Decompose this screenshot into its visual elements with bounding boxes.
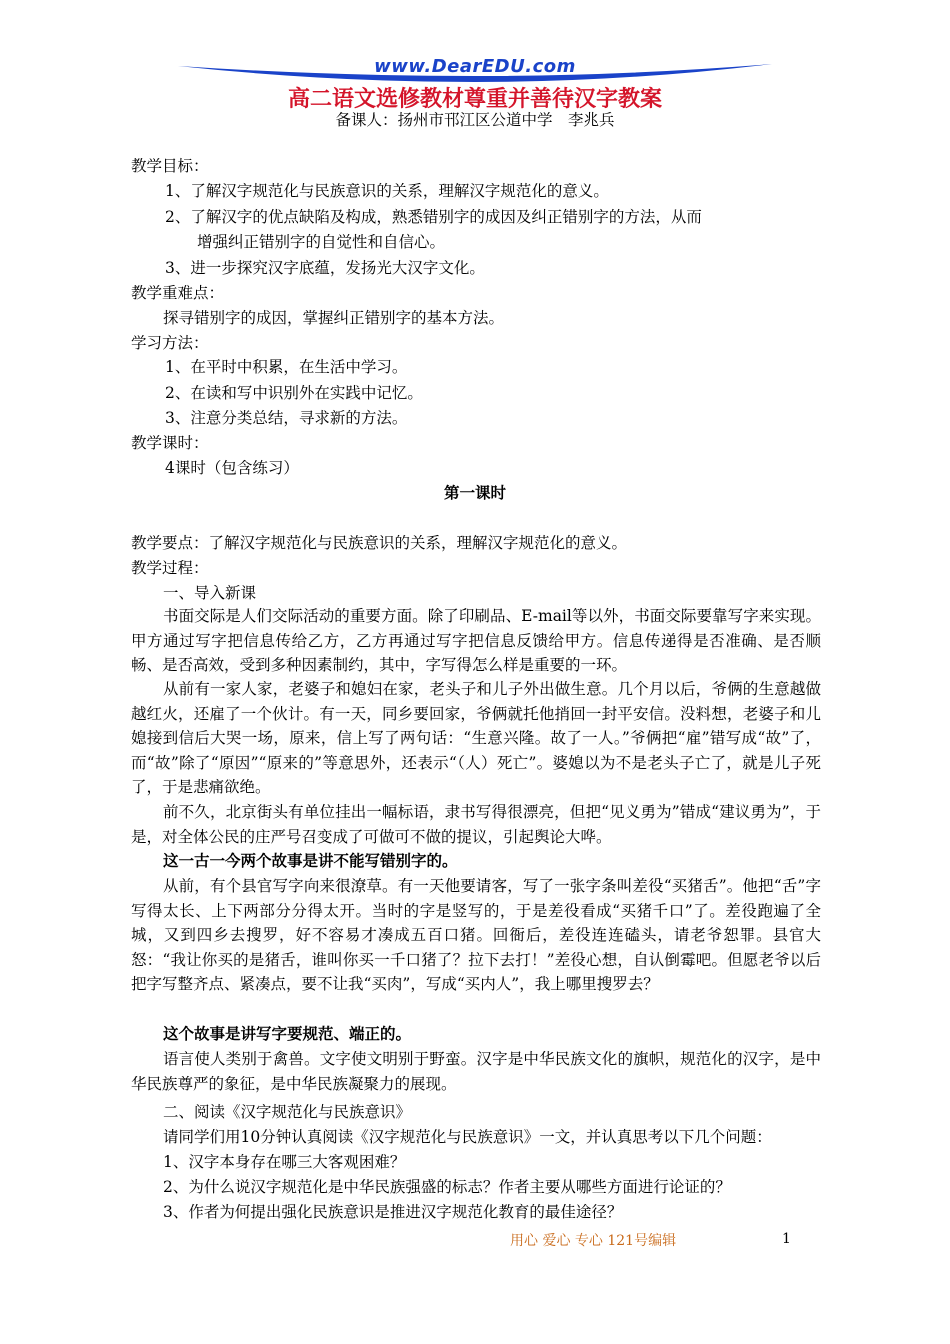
reading-instruction: 请同学们用10分钟认真阅读《汉字规范化与民族意识》一文，并认真思考以下几个问题： — [163, 1128, 772, 1146]
difficulty-heading: 教学重难点： — [131, 284, 225, 302]
difficulty-text: 探寻错别字的成因，掌握纠正错别字的基本方法。 — [163, 309, 505, 327]
hours-text: 4课时（包含练习） — [165, 459, 299, 477]
document-title: 高二语文选修教材尊重并善待汉字教案 — [287, 86, 662, 112]
method-item: 3、注意分类总结，寻求新的方法。 — [165, 409, 408, 427]
question-item: 2、为什么说汉字规范化是中华民族强盛的标志？作者主要从哪些方面进行论证的？ — [163, 1178, 731, 1196]
objective-item: 增强纠正错别字的自觉性和自信心。 — [197, 233, 446, 251]
lesson-heading: 第一课时 — [443, 483, 506, 502]
question-item: 1、汉字本身存在哪三大客观困难？ — [163, 1153, 406, 1171]
footer-slogan: 用心 爱心 专心 121号编辑 — [510, 1233, 677, 1249]
hours-heading: 教学课时： — [131, 434, 209, 452]
process-heading: 教学过程： — [131, 559, 209, 577]
section-heading: 二、阅读《汉字规范化与民族意识》 — [163, 1103, 412, 1121]
document-author: 备课人：扬州市邗江区公道中学 李兆兵 — [335, 111, 615, 129]
paragraph: 书面交际是人们交际活动的重要方面。除了印刷品、E-mail等以外，书面交际要靠写字来实现。甲方通过写字把信息传给乙方，乙方再通过写字把信息反馈给甲方。信息传递得是否准确、是否顺畅、是否高效，受到多种因素制约，其中，字写得怎么样是重要的一环。 — [131, 607, 821, 674]
method-item: 2、在读和写中识别外在实践中记忆。 — [165, 384, 423, 402]
paragraph-emphasis: 这一古一今两个故事是讲不能写错别字的。 — [163, 851, 458, 870]
paragraph: 从前有一家人家，老婆子和媳妇在家，老头子和儿子外出做生意。几个月以后，爷俩的生意越做越红火，还雇了一个伙计。有一天，同乡要回家，爷俩就托他捎回一封平安信。没料想，老婆子和儿媳接到信后大哭一场，原来，信上写了两句话：“生意兴隆。故了一人。”爷俩把“雇”错写成“故”了，而“故”除了“原因”“原来的”等意思外，还表示“（人）死亡”。婆媳以为不是老头子亡了，就是儿子死了，于是悲痛欲绝。 — [131, 680, 821, 796]
objective-item: 2、了解汉字的优点缺陷及构成，熟悉错别字的成因及纠正错别字的方法，从而 — [165, 208, 702, 226]
objective-item: 1、了解汉字规范化与民族意识的关系，理解汉字规范化的意义。 — [165, 182, 609, 200]
method-item: 1、在平时中积累，在生活中学习。 — [165, 358, 408, 376]
section-heading: 一、导入新课 — [163, 584, 257, 602]
key-points: 教学要点：了解汉字规范化与民族意识的关系，理解汉字规范化的意义。 — [131, 534, 628, 552]
paragraph: 从前，有个县官写字向来很潦草。有一天他要请客，写了一张字条叫差役“买猪舌”。他把“舌”字写得太长、上下两部分分得太开。当时的字是竖写的，于是差役看成“买猪千口”了。差役跑遍了全城，又到四乡去搜罗，好不容易才凑成五百口猪。回衙后，差役连连磕头，请老爷恕罪。县官大怒：“我让你买的是猪舌，谁叫你买一千口猪了？拉下去打！”差役心想，自认倒霉吧。但愿老爷以后把字写整齐点、紧凑点，要不让我“买肉”，写成“买内人”，我上哪里搜罗去？ — [131, 877, 821, 993]
methods-heading: 学习方法： — [131, 334, 209, 352]
page-number: 1 — [782, 1231, 791, 1247]
site-url[interactable]: www.DearEDU.com — [374, 56, 576, 77]
objectives-heading: 教学目标： — [131, 157, 209, 175]
paragraph-emphasis: 这个故事是讲写字要规范、端正的。 — [163, 1024, 412, 1043]
paragraph: 前不久，北京街头有单位挂出一幅标语，隶书写得很漂亮，但把“见义勇为”错成“建议勇为”，于是，对全体公民的庄严号召变成了可做可不做的提议，引起舆论大哗。 — [131, 803, 821, 846]
paragraph: 语言使人类别于禽兽。文字使文明别于野蛮。汉字是中华民族文化的旗帜，规范化的汉字，是中华民族尊严的象征，是中华民族凝聚力的展现。 — [131, 1050, 821, 1093]
question-item: 3、作者为何提出强化民族意识是推进汉字规范化教育的最佳途径？ — [163, 1203, 623, 1221]
objective-item: 3、进一步探究汉字底蕴，发扬光大汉字文化。 — [165, 259, 485, 277]
